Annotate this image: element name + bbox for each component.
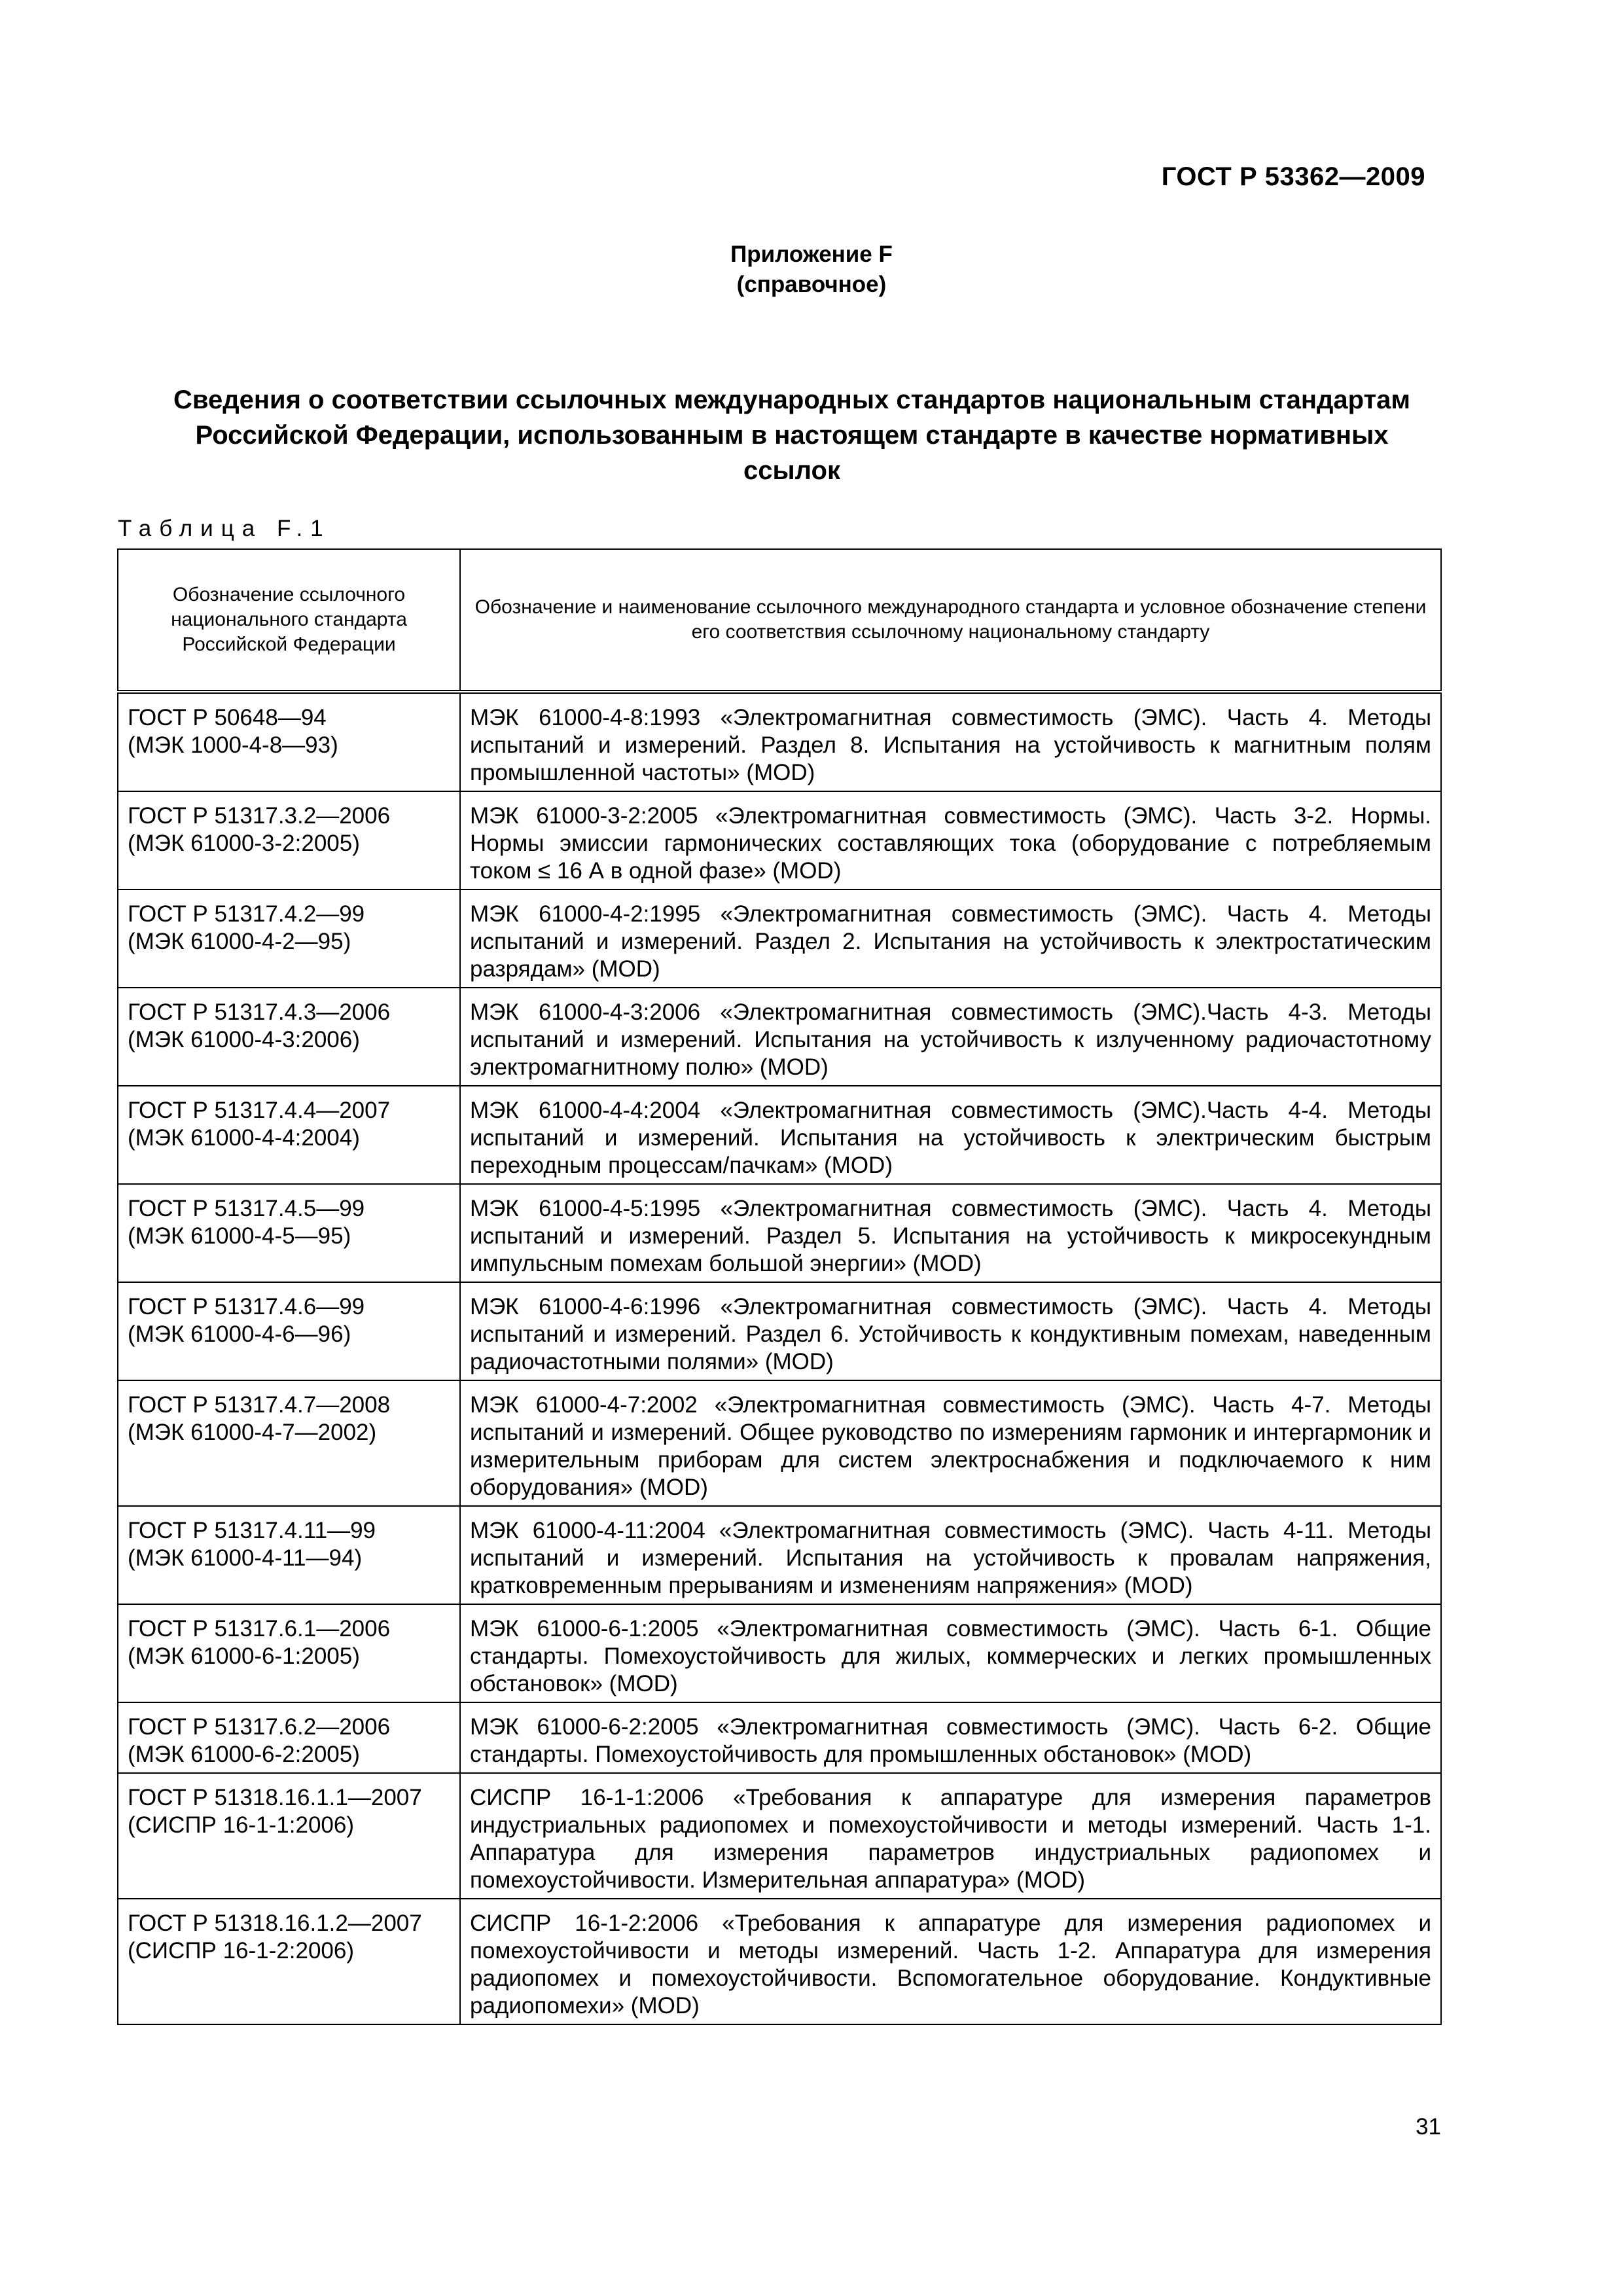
table-row (118, 988, 1441, 1086)
national-standard-cell (118, 1086, 460, 1184)
national-standard-cell (118, 1773, 460, 1899)
national-standard-equivalent: (СИСПР 16-1-1:2006) (128, 1812, 355, 1838)
national-standard-cell (118, 1506, 460, 1604)
national-standard-cell (118, 692, 460, 791)
national-standard-equivalent: (МЭК 61000-4-3:2006) (128, 1027, 360, 1052)
national-standard-cell (118, 1702, 460, 1773)
national-standard-code: ГОСТ Р 51317.4.2—99 (128, 901, 365, 927)
reference-table (117, 548, 1442, 2025)
national-standard-code: ГОСТ Р 51318.16.1.2—2007 (128, 1910, 422, 1936)
international-standard-cell: МЭК 61000-3-2:2005 «Электромагнитная совместимость (ЭМС). Часть 3-2. Нормы. Нормы эмиссии гармонических составляющих тока (оборудование с потребляемым током ≤ 16 А в одной фазе» (MOD) (460, 791, 1441, 889)
international-standard-cell: МЭК 61000-4-5:1995 «Электромагнитная совместимость (ЭМС). Часть 4. Методы испытаний и измерений. Раздел 5. Испытания на устойчивость к микросекундным импульсным помехам большой энергии» (MOD) (460, 1184, 1441, 1282)
appendix-heading (0, 240, 1623, 300)
appendix-subtitle: (справочное) (736, 272, 887, 297)
national-standard-code: ГОСТ Р 50648—94 (128, 705, 327, 730)
national-standard-equivalent: (СИСПР 16-1-2:2006) (128, 1938, 355, 1964)
national-standard-equivalent: (МЭК 61000-4-7—2002) (128, 1420, 377, 1445)
international-standard-cell: МЭК 61000-4-6:1996 «Электромагнитная совместимость (ЭМС). Часть 4. Методы испытаний и измерений. Раздел 6. Устойчивость к кондуктивным помехам, наведенным радиочастотными полями» (MOD) (460, 1282, 1441, 1380)
table-row (118, 1506, 1441, 1604)
national-standard-cell (118, 988, 460, 1086)
table-row (118, 791, 1441, 889)
international-standard-cell: МЭК 61000-4-7:2002 «Электромагнитная совместимость (ЭМС). Часть 4-7. Методы испытаний и измерений. Общее руководство по измерениям гармоник и интергармоник и измерительным приборам для систем электроснабжения и подключаемого к ним оборудования» (MOD) (460, 1380, 1441, 1506)
column-header-national: Обозначение ссылочного национального стандарта Российской Федерации (118, 549, 460, 692)
national-standard-cell (118, 1282, 460, 1380)
national-standard-equivalent: (МЭК 61000-3-2:2005) (128, 831, 360, 856)
national-standard-equivalent: (МЭК 61000-6-1:2005) (128, 1643, 360, 1669)
national-standard-code: ГОСТ Р 51318.16.1.1—2007 (128, 1785, 422, 1810)
national-standard-code: ГОСТ Р 51317.3.2—2006 (128, 803, 391, 829)
standard-code: ГОСТ Р 53362—2009 (1161, 162, 1425, 191)
table-row (118, 1773, 1441, 1899)
international-standard-cell: МЭК 61000-6-1:2005 «Электромагнитная совместимость (ЭМС). Часть 6-1. Общие стандарты. Помехоустойчивость для жилых, коммерческих и легких промышленных обстановок» (MOD) (460, 1604, 1441, 1702)
national-standard-code: ГОСТ Р 51317.6.2—2006 (128, 1714, 391, 1740)
national-standard-equivalent: (МЭК 61000-4-6—96) (128, 1321, 351, 1347)
international-standard-cell: СИСПР 16-1-1:2006 «Требования к аппаратуре для измерения параметров индустриальных радиопомех и помехоустойчивости и методы измерений. Часть 1-1. Аппаратура для измерения параметров индустриальных радиопомех и помехоустойчивости. Измерительная аппаратура» (MOD) (460, 1773, 1441, 1899)
national-standard-code: ГОСТ Р 51317.4.5—99 (128, 1196, 365, 1221)
table-header-row (118, 549, 1441, 692)
table-row (118, 1604, 1441, 1702)
table-caption: Таблица F.1 (118, 516, 331, 541)
table-row (118, 1702, 1441, 1773)
international-standard-cell: МЭК 61000-4-2:1995 «Электромагнитная совместимость (ЭМС). Часть 4. Методы испытаний и измерений. Раздел 2. Испытания на устойчивость к электростатическим разрядам» (MOD) (460, 889, 1441, 988)
national-standard-cell (118, 1899, 460, 2024)
national-standard-cell (118, 1604, 460, 1702)
national-standard-cell (118, 1380, 460, 1506)
title-line: Российской Федерации, использованным в настоящем стандарте в качестве нормативных (195, 421, 1389, 450)
national-standard-code: ГОСТ Р 51317.4.6—99 (128, 1294, 365, 1319)
national-standard-equivalent: (МЭК 1000-4-8—93) (128, 732, 338, 758)
table-row (118, 1282, 1441, 1380)
column-header-international: Обозначение и наименование ссылочного международного стандарта и условное обозначение степени его соответствия ссылочному национальному стандарту (460, 549, 1441, 692)
national-standard-cell (118, 791, 460, 889)
national-standard-equivalent: (МЭК 61000-4-11—94) (128, 1545, 363, 1571)
international-standard-cell: МЭК 61000-4-3:2006 «Электромагнитная совместимость (ЭМС).Часть 4-3. Методы испытаний и измерений. Испытания на устойчивость к излученному радиочастотному электромагнитному полю» (MOD) (460, 988, 1441, 1086)
international-standard-cell: МЭК 61000-4-4:2004 «Электромагнитная совместимость (ЭМС).Часть 4-4. Методы испытаний и измерений. Испытания на устойчивость к электрическим быстрым переходным процессам/пачкам» (MOD) (460, 1086, 1441, 1184)
national-standard-code: ГОСТ Р 51317.4.3—2006 (128, 999, 391, 1025)
document-title (118, 382, 1466, 488)
international-standard-cell: МЭК 61000-6-2:2005 «Электромагнитная совместимость (ЭМС). Часть 6-2. Общие стандарты. Помехоустойчивость для промышленных обстановок» (MOD) (460, 1702, 1441, 1773)
title-line: Сведения о соответствии ссылочных международных стандартов национальным стандартам (173, 386, 1410, 414)
national-standard-code: ГОСТ Р 51317.4.4—2007 (128, 1098, 391, 1123)
table-row (118, 1899, 1441, 2024)
table-row (118, 692, 1441, 791)
table-row (118, 1380, 1441, 1506)
international-standard-cell: МЭК 61000-4-11:2004 «Электромагнитная совместимость (ЭМС). Часть 4-11. Методы испытаний и измерений. Испытания на устойчивость к провалам напряжения, кратковременным прерываниям и изменениям напряжения» (MOD) (460, 1506, 1441, 1604)
national-standard-cell (118, 889, 460, 988)
table-row (118, 889, 1441, 988)
page-number: 31 (1416, 2114, 1441, 2140)
table-row (118, 1086, 1441, 1184)
international-standard-cell: СИСПР 16-1-2:2006 «Требования к аппаратуре для измерения радиопомех и помехоустойчивости и методы измерений. Часть 1-2. Аппаратура для измерения радиопомех и помехоустойчивости. Вспомогательное оборудование. Кондуктивные радиопомехи» (MOD) (460, 1899, 1441, 2024)
international-standard-cell: МЭК 61000-4-8:1993 «Электромагнитная совместимость (ЭМС). Часть 4. Методы испытаний и измерений. Раздел 8. Испытания на устойчивость к магнитным полям промышленной частоты» (MOD) (460, 692, 1441, 791)
national-standard-code: ГОСТ Р 51317.4.11—99 (128, 1518, 376, 1543)
national-standard-equivalent: (МЭК 61000-4-5—95) (128, 1223, 351, 1249)
national-standard-code: ГОСТ Р 51317.6.1—2006 (128, 1616, 391, 1641)
national-standard-equivalent: (МЭК 61000-6-2:2005) (128, 1742, 360, 1767)
national-standard-equivalent: (МЭК 61000-4-4:2004) (128, 1125, 360, 1151)
national-standard-equivalent: (МЭК 61000-4-2—95) (128, 929, 351, 954)
appendix-title: Приложение F (730, 242, 893, 267)
title-line: ссылок (743, 456, 840, 485)
table-row (118, 1184, 1441, 1282)
national-standard-cell (118, 1184, 460, 1282)
national-standard-code: ГОСТ Р 51317.4.7—2008 (128, 1392, 391, 1418)
